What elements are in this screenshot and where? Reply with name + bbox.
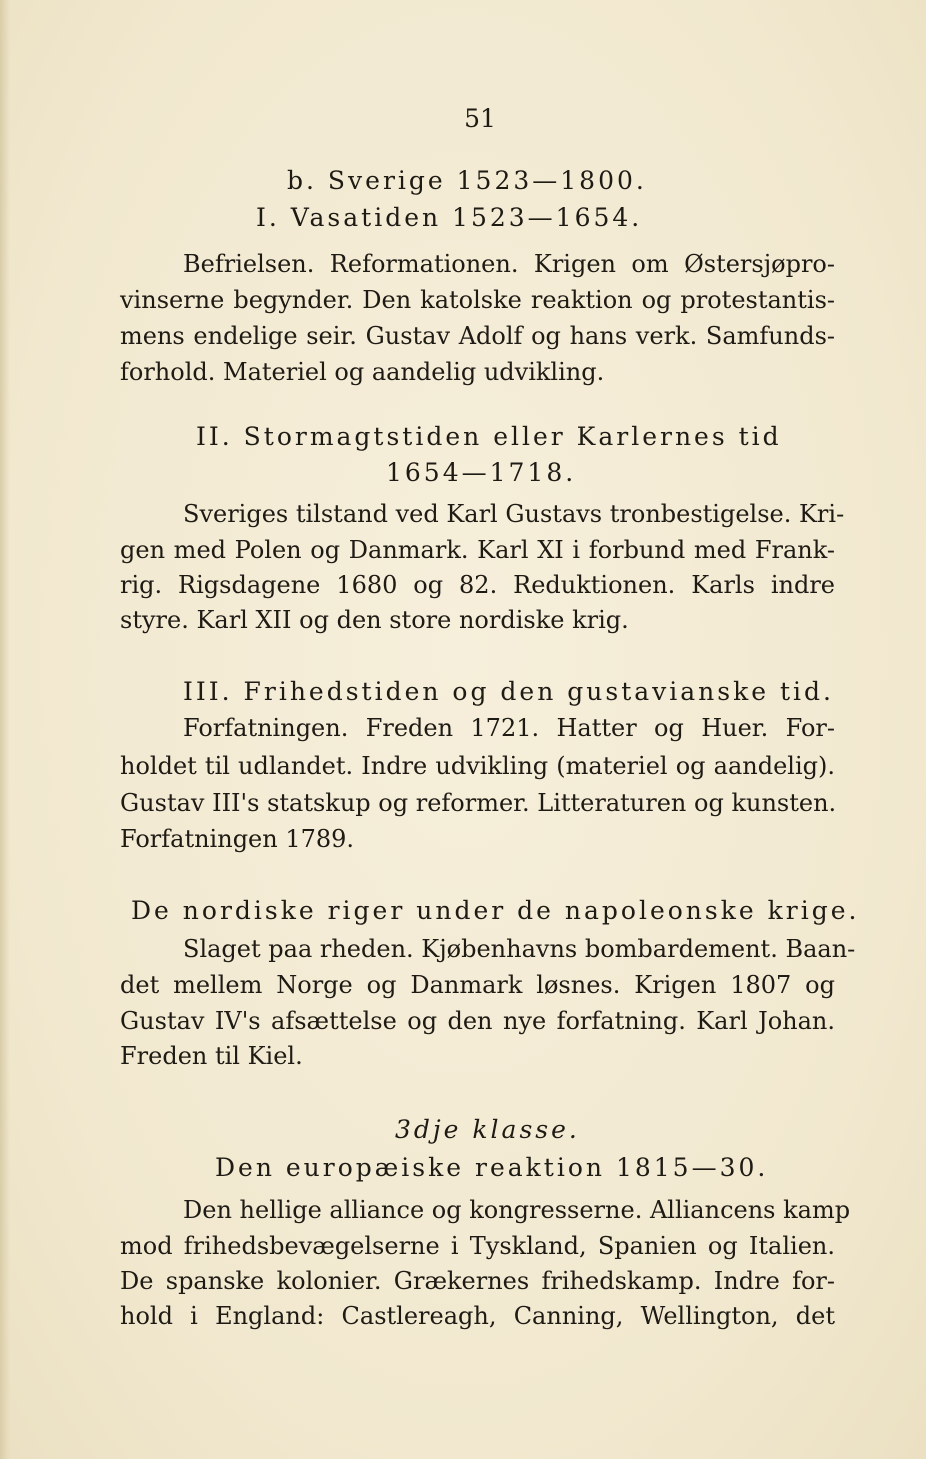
heading-napoleonske-krige: De nordiske riger under de napoleonske krige. [131, 896, 860, 925]
paragraph-line: mod frihedsbevægelserne i Tyskland, Spanien og Italien. [120, 1232, 835, 1260]
paragraph-line: Gustav III's statskup og reformer. Litteraturen og kunsten. [120, 789, 837, 817]
paragraph-line: Forfatningen 1789. [120, 825, 355, 853]
heading-sverige: b. Sverige 1523—1800. [287, 166, 647, 195]
paragraph-line: Befrielsen. Reformationen. Krigen om Østersjøpro- [183, 250, 835, 278]
paragraph-line: vinserne begynder. Den katolske reaktion og protestantis- [120, 286, 835, 314]
heading-stormagtstiden: II. Stormagtstiden eller Karlernes tid [196, 422, 782, 451]
paragraph-line: rig. Rigsdagene 1680 og 82. Reduktionen. Karls indre [120, 571, 835, 599]
heading-frihedstiden: III. Frihedstiden og den gustavianske tid. [183, 677, 834, 706]
paragraph-line: Forfatningen. Freden 1721. Hatter og Huer. For- [183, 714, 835, 742]
section-title-3dje-klasse: 3dje klasse. [395, 1115, 580, 1144]
paragraph-line: Sveriges tilstand ved Karl Gustavs tronbestigelse. Kri- [183, 500, 845, 528]
page-edge-shadow [0, 0, 10, 1459]
page-number: 51 [464, 104, 496, 133]
paragraph-line: Slaget paa rheden. Kjøbenhavns bombardement. Baan- [183, 935, 856, 963]
paragraph-line: gen med Polen og Danmark. Karl XI i forbund med Frank- [120, 536, 835, 564]
paragraph-line: forhold. Materiel og aandelig udvikling. [120, 358, 605, 386]
paragraph-line: mens endelige seir. Gustav Adolf og hans verk. Samfunds- [120, 322, 835, 350]
heading-stormagtstiden-years: 1654—1718. [386, 458, 577, 487]
heading-vasatiden: I. Vasatiden 1523—1654. [256, 203, 643, 232]
heading-europaeiske-reaktion: Den europæiske reaktion 1815—30. [215, 1153, 769, 1182]
paragraph-line: holdet til udlandet. Indre udvikling (materiel og aandelig). [120, 752, 835, 780]
paragraph-line: styre. Karl XII og den store nordiske krig. [120, 606, 629, 634]
paragraph-line: Freden til Kiel. [120, 1042, 303, 1070]
paragraph-line: hold i England: Castlereagh, Canning, Wellington, det [120, 1302, 835, 1330]
paragraph-line: det mellem Norge og Danmark løsnes. Krigen 1807 og [120, 971, 835, 999]
paragraph-line: Den hellige alliance og kongresserne. Alliancens kamp [183, 1196, 851, 1224]
paragraph-line: Gustav IV's afsættelse og den nye forfatning. Karl Johan. [120, 1007, 835, 1035]
paragraph-line: De spanske kolonier. Grækernes frihedskamp. Indre for- [120, 1267, 835, 1295]
